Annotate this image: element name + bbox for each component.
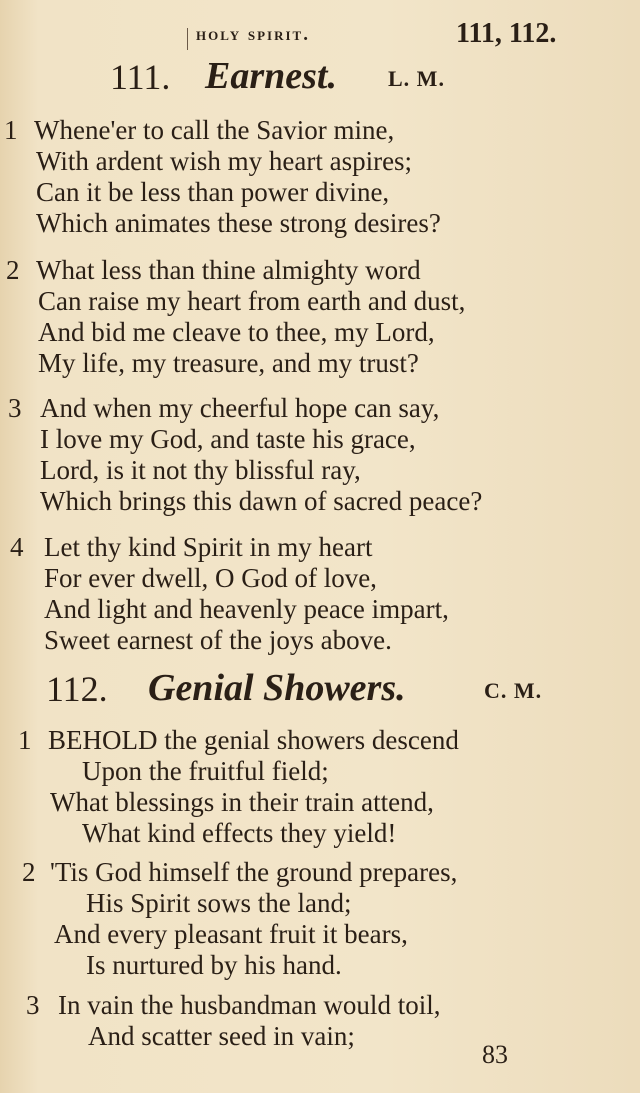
verse-line: And light and heavenly peace impart, [44, 594, 449, 624]
verse-line: 'Tis God himself the ground prepares, [50, 857, 458, 887]
verse-line: Whene'er to call the Savior mine, [34, 115, 395, 145]
verse-line: Sweet earnest of the joys above. [44, 625, 392, 655]
hymn-number: 112. [46, 669, 108, 709]
hymn-meter: L. M. [388, 66, 445, 91]
verse-line: Lord, is it not thy blissful ray, [40, 455, 361, 485]
verse-line: Can it be less than power divine, [36, 177, 390, 207]
hymn-111-heading [0, 56, 640, 106]
verse-line: Which brings this dawn of sacred peace? [40, 486, 483, 516]
verse-line: I love my God, and taste his grace, [40, 424, 416, 454]
stanza-number: 2 [22, 857, 36, 887]
running-head-rule [187, 28, 188, 50]
verse-line: BEHOLD the genial showers descend [48, 725, 459, 755]
hymn-meter: C. M. [484, 678, 543, 703]
stanza-number: 2 [6, 255, 20, 285]
stanza-number: 4 [10, 532, 24, 562]
verse-line: And bid me cleave to thee, my Lord, [38, 317, 435, 347]
hymn-tune-name: Earnest. [205, 55, 337, 97]
verse-line: Let thy kind Spirit in my heart [44, 532, 373, 562]
verse-line: What kind effects they yield! [82, 818, 397, 848]
running-head-title: holy spirit. [196, 24, 310, 45]
verse-line: Which animates these strong desires? [36, 208, 441, 238]
stanza-number: 1 [18, 725, 32, 755]
verse-line: Upon the fruitful field; [82, 756, 329, 786]
hymn-number: 111. [110, 57, 171, 97]
verse-line: Is nurtured by his hand. [86, 950, 342, 980]
verse-line: My life, my treasure, and my trust? [38, 348, 419, 378]
running-head-numbers: 111, 112. [456, 18, 557, 49]
verse-line: For ever dwell, O God of love, [44, 563, 377, 593]
hymn-tune-name: Genial Showers. [148, 667, 406, 709]
verse-line: And when my cheerful hope can say, [40, 393, 440, 423]
verse-line: With ardent wish my heart aspires; [36, 146, 413, 176]
verse-line: Can raise my heart from earth and dust, [38, 286, 466, 316]
verse-line: His Spirit sows the land; [86, 888, 352, 918]
verse-line: And scatter seed in vain; [88, 1021, 355, 1051]
page-number: 83 [482, 1040, 508, 1069]
verse-line: What blessings in their train attend, [50, 787, 434, 817]
stanza-number: 1 [4, 115, 18, 145]
running-head [0, 18, 640, 58]
stanza-number: 3 [8, 393, 22, 423]
verse-line: And every pleasant fruit it bears, [54, 919, 408, 949]
hymn-112-heading [0, 668, 640, 718]
stanza-number: 3 [26, 990, 40, 1020]
verse-line: What less than thine almighty word [36, 255, 421, 285]
verse-line: In vain the husbandman would toil, [58, 990, 441, 1020]
